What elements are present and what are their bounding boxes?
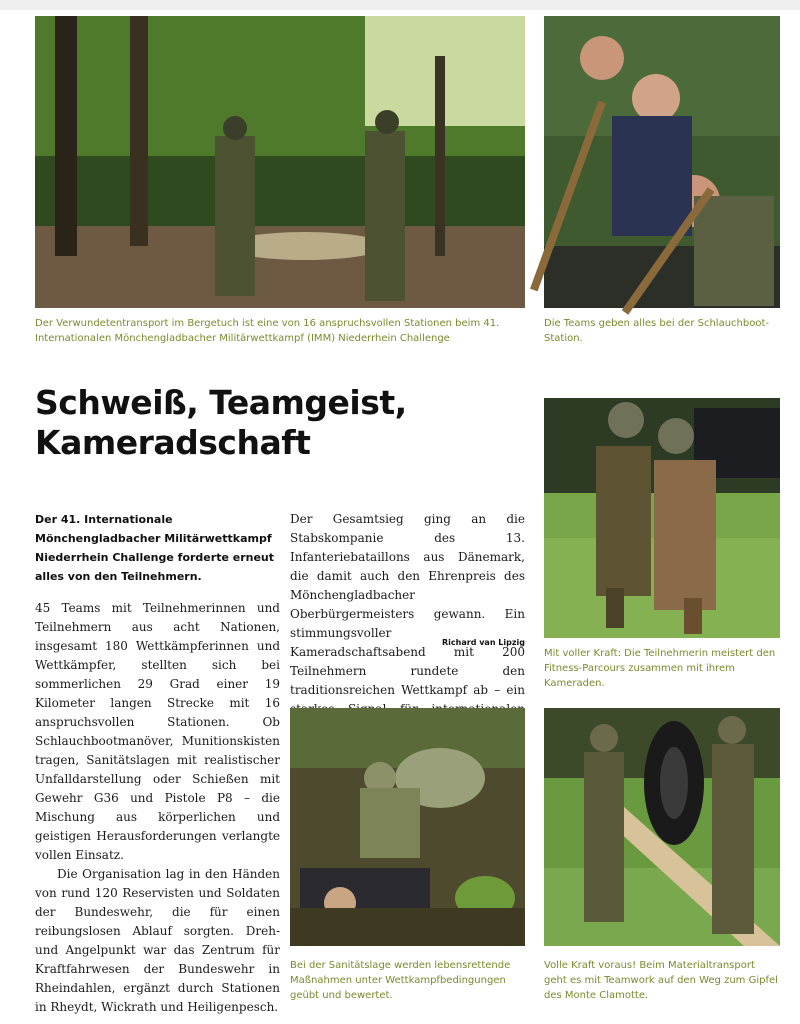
top-bar bbox=[0, 0, 800, 10]
caption-wounded-transport: Der Verwundetentransport im Bergetuch ist eine von 16 anspruchsvollen Stationen beim 41. Internationalen Mönchengladbacher Militärwettkampf (IMM) Niederrhein Challenge bbox=[35, 318, 500, 344]
photo-wounded-transport bbox=[35, 16, 525, 308]
photo-material-transport bbox=[544, 708, 780, 946]
caption-medical-scenario: Bei der Sanitätslage werden lebensrettende Maßnahmen unter Wettkampfbedingungen geübt und bewertet. bbox=[290, 960, 511, 1001]
caption-inflatable-boat: Die Teams geben alles bei der Schlauchboot-Station. bbox=[544, 318, 769, 344]
photo-fitness-course bbox=[544, 398, 780, 638]
article-paragraph-1: 45 Teams mit Teilnehmerinnen und Teilnehmern aus acht Nationen, insgesamt 180 Wettkämpferinnen und Wettkämpfer, stellten sich bei sommerlichen 29 Grad einer 19 Kilometer langen Strecke mit 16 anspruchsvollen Stationen. Ob Schlauchbootmanöver, Munitionskisten tragen, Sanitätslagen mit realistischer Unfalldarstellung oder Schießen mit Gewehr G36 und Pistole P8 – die Mischung aus körperlichen und geistigen Herausforderungen verlangte vollen Einsatz. bbox=[35, 601, 280, 862]
caption-material-transport: Volle Kraft voraus! Beim Materialtransport geht es mit Teamwork auf den Weg zum Gipfel des Monte Clamotte. bbox=[544, 960, 778, 1001]
article-paragraph-3: Der Gesamtsieg ging an die Stabskompanie des 13. Infanteriebataillons aus Dänemark, die damit auch den Ehrenpreis des Mönchengladbacher Oberbürgermeisters gewann. Ein stimmungsvoller Kameradschaftsabend mit 200 Teilnehmern rundete den traditionsreichen Wettkampf ab – ein bbox=[290, 512, 525, 697]
caption-fitness-course: Mit voller Kraft: Die Teilnehmerin meistert den Fitness-Parcours zusammen mit ihrem Kameraden. bbox=[544, 648, 776, 689]
article-paragraph-2: Die Organisation lag in den Händen von rund 120 Reservisten und Soldaten der Bundeswehr, die für einen reibungslosen Ablauf sorgten. Dreh- und Angelpunkt war das Zentrum für Kraftfahrwesen der Bundeswehr in Rheindahlen, ergänzt durch Stationen in Rheydt, Wickrath und Heiligenpesch. bbox=[35, 867, 280, 1014]
article-lead: Der 41. Internationale Mönchengladbacher Militärwettkampf Niederrhein Challenge forderte erneut alles von den Teilnehmern. bbox=[35, 513, 275, 583]
photo-inflatable-boat bbox=[544, 16, 780, 308]
article-body-column-1 bbox=[35, 599, 280, 1014]
article-author: Richard van Lipzig bbox=[442, 638, 525, 647]
article-headline: Schweiß, Teamgeist, Kameradschaft bbox=[35, 383, 407, 462]
photo-medical-scenario bbox=[290, 708, 525, 946]
